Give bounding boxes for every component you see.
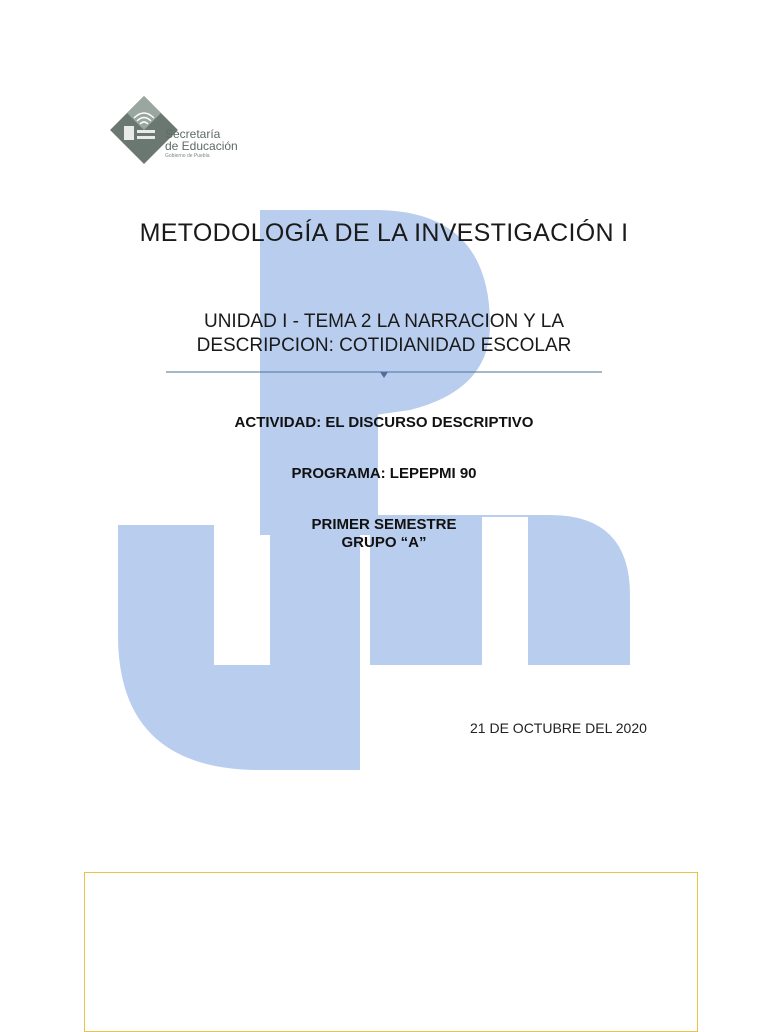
semester-group bbox=[0, 516, 768, 552]
logo-line-secretaria: Secretaría bbox=[165, 127, 221, 141]
group-line: GRUPO “A” bbox=[341, 534, 427, 551]
empty-text-box bbox=[84, 872, 698, 1032]
section-divider bbox=[166, 366, 602, 382]
unit-line-2: DESCRIPCION: COTIDIANIDAD ESCOLAR bbox=[196, 335, 572, 356]
logo-text bbox=[165, 128, 238, 160]
activity-line: ACTIVIDAD: EL DISCURSO DESCRIPTIVO bbox=[234, 414, 534, 431]
university-watermark bbox=[110, 205, 660, 770]
logo-line-gobierno: Gobierno de Puebla bbox=[165, 153, 210, 159]
document-date: 21 DE OCTUBRE DEL 2020 bbox=[470, 720, 647, 736]
unit-heading bbox=[0, 310, 768, 358]
program-line: PROGRAMA: LEPEPMI 90 bbox=[291, 465, 477, 482]
unit-line-1: UNIDAD I - TEMA 2 LA NARRACION Y LA bbox=[203, 311, 565, 332]
semester-line: PRIMER SEMESTRE bbox=[311, 516, 457, 533]
logo-line-educacion: de Educación bbox=[165, 139, 238, 153]
document-title: METODOLOGÍA DE LA INVESTIGACIÓN I bbox=[139, 219, 629, 247]
